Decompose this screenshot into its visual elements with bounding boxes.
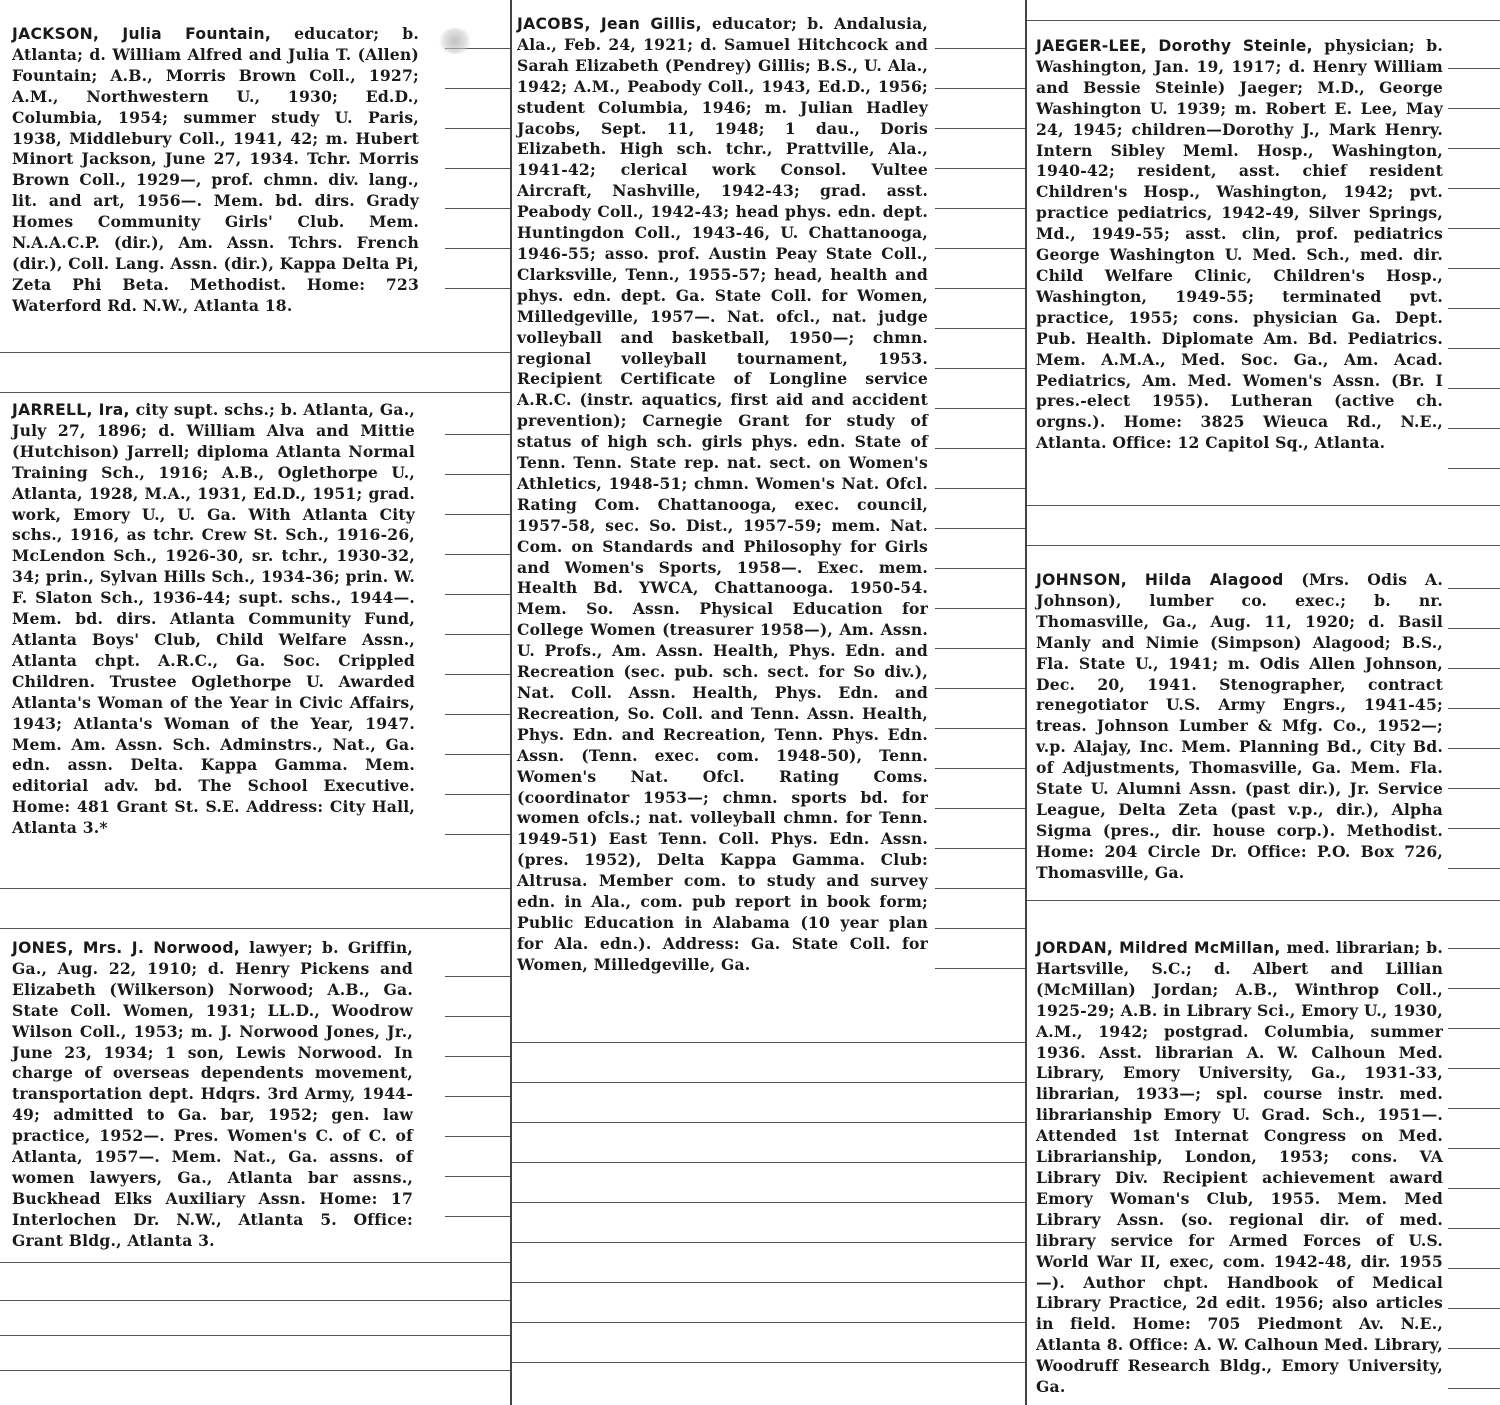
separator-line (0, 392, 510, 393)
separator-line (1027, 900, 1500, 901)
entry-name: JORDAN, Mildred McMillan, (1036, 939, 1281, 957)
entry-text: lawyer; b. Griffin, Ga., Aug. 22, 1910; d. Henry Pickens and Elizabeth (Wilkerson) Norwood; A.B., Ga. State Coll. Women, 1931; LL.D., Woodrow Wilson Coll., 1953; m. J. Norwood Jones, Jr., June 23, 1934; 1 son, Lewis Norwood. In charge of overseas dependents movement, transportation dept. Hdqrs. 3rd Army, 1944-49; admitted to Ga. bar, 1952; gen. law practice, 1952—. Pres. Women's C. of C. of Atlanta, 1957—. Mem. Nat., Ga. assns. of women lawyers, Ga., Atlanta bar assns., Buckhead Elks Auxiliary Assn. Home: 17 Interlochen Dr. N.W., Atlanta 5. Office: Grant Bldg., Atlanta 3. (12, 938, 413, 1250)
separator-line (0, 1300, 510, 1301)
separator-line (1027, 20, 1500, 21)
ink-smudge (438, 28, 472, 54)
entry-text: med. librarian; b. Hartsville, S.C.; d. Albert and Lillian (McMillan) Jordan; A.B., Winthrop Coll., 1925-29; A.B. in Library Sci., Emory U., 1930, A.M., 1942; postgrad. Columbia, summer 1936. Asst. librarian A. W. Calhoun Med. Library, Emory University, Ga., 1931-33, librarian, 1933—; spl. course instr. med. librarianship Emory U. Grad. Sch., 1951—. Attended 1st Internat Congress on Med. Librarianship, London, 1953; cons. VA Library Div. Recipient achievement award Emory Woman's Club, 1955. Mem. Med Library Assn. (so. regional dir. of med. library service for Armed Forces of U.S. World War II, exec, com. 1942-48, dir. 1955—). Author chpt. Handbook of Medical Library Practice, 2d edit. 1956; also articles in field. Home: 705 Piedmont Av. N.E., Atlanta 8. Office: A. W. Calhoun Med. Library, Woodruff Research Bldg., Emory University, Ga. (1036, 938, 1444, 1397)
entry-jacobs (517, 14, 928, 976)
entry-text: city supt. schs.; b. Atlanta, Ga., July 27, 1896; d. William Alva and Mittie (Hutchison) Jarrell; diploma Atlanta Normal Training Sch., 1916; A.B., Oglethorpe U., Atlanta, 1928, M.A., 1931, Ed.D., 1951; grad. work, Emory U., U. Ga. With Atlanta City schs., 1916, as tchr. Crew St. Sch., 1916-26, McLendon Sch., 1926-30, sr. tchr., 1930-32, 34; prin., Sylvan Hills Sch., 1934-36; prin. W. F. Slaton Sch., 1936-44; supt. schs., 1944—. Mem. bd. dirs. Atlanta Community Fund, Atlanta Boys' Club, Child Welfare Assn., Atlanta chpt. A.R.C., Ga. Soc. Crippled Children. Trustee Oglethorpe U. Awarded Atlanta's Woman of the Year in Civic Affairs, 1943; Atlanta's Woman of the Year, 1947. Mem. Am. Assn. Sch. Adminstrs., Nat., Ga. edn. assn. Delta. Kappa Gamma. Mem. editorial adv. bd. The School Executive. Home: 481 Grant St. S.E. Address: City Hall, Atlanta 3.* (12, 400, 415, 838)
entry-name: JOHNSON, Hilda Alagood (1036, 571, 1284, 589)
column-divider-left (510, 0, 512, 1405)
entry-johnson (1036, 570, 1443, 884)
entry-jackson (12, 24, 419, 317)
entry-name: JACKSON, Julia Fountain, (12, 25, 272, 43)
separator-line (512, 1082, 1025, 1083)
separator-line (512, 1242, 1025, 1243)
separator-line (512, 1282, 1025, 1283)
separator-line (0, 1262, 510, 1263)
separator-line (512, 1322, 1025, 1323)
separator-line (0, 928, 510, 929)
separator-line (1027, 505, 1500, 506)
separator-line (1027, 545, 1500, 546)
entry-text: educator; b. Atlanta; d. William Alfred and Julia T. (Allen) Fountain; A.B., Morris Brown Coll., 1927; A.M., Northwestern U., 1930; Ed.D., Columbia, 1954; summer study U. Paris, 1938, Middlebury Coll., 1941, 42; m. Hubert Minort Jackson, June 27, 1934. Tchr. Morris Brown Coll., 1929—, prof. chmn. div. lang., lit. and art, 1956—. Mem. bd. dirs. Grady Homes Community Girls' Club. Mem. N.A.A.C.P. (dir.), Am. Assn. Tchrs. French (dir.), Coll. Lang. Assn. (dir.), Kappa Delta Pi, Zeta Phi Beta. Methodist. Home: 723 Waterford Rd. N.W., Atlanta 18. (12, 24, 419, 315)
separator-line (0, 352, 510, 353)
entry-text: physician; b. Washington, Jan. 19, 1917; d. Henry William and Bessie Steinle) Jaeger; M.D., George Washington U. 1939; m. Robert E. Lee, May 24, 1945; children—Dorothy J., Mark Henry. Intern Sibley Meml. Hosp., Washington, 1940-42; resident, asst. chief resident Children's Hosp., Washington, 1942; pvt. practice pediatrics, 1942-49, Silver Springs, Md., 1949-55; asst. clin, prof. pediatrics George Washington U. Med. Sch., med. dir. Child Welfare Clinic, Children's Hosp., Washington, 1949-55; terminated pvt. practice, 1955; cons. physician Ga. Dept. Pub. Health. Diplomate Am. Bd. Pediatrics. Mem. A.M.A., Med. Soc. Ga., Am. Acad. Pediatrics, Am. Med. Women's Assn. (Br. I pres.-elect 1955). Lutheran (active ch. orgns.). Home: 3825 Wieuca Rd., N.E., Atlanta. Office: 12 Capitol Sq., Atlanta. (1036, 36, 1443, 453)
separator-line (512, 1042, 1025, 1043)
entry-name: JAEGER-LEE, Dorothy Steinle, (1036, 37, 1313, 55)
separator-line (512, 1202, 1025, 1203)
separator-line (0, 888, 510, 889)
entry-text: educator; b. Andalusia, Ala., Feb. 24, 1921; d. Samuel Hitchcock and Sarah Elizabeth (Pendrey) Gillis; B.S., U. Ala., 1942; A.M., Peabody Coll., 1943, Ed.D., 1956; student Columbia, 1946; m. Julian Hadley Jacobs, Sept. 11, 1948; 1 dau., Doris Elizabeth. High sch. tchr., Prattville, Ala., 1941-42; clerical work Consol. Vultee Aircraft, Nashville, 1942-43; grad. asst. Peabody Coll., 1942-43; head phys. edn. dept. Huntingdon Coll., 1943-46, U. Chattanooga, 1946-55; asso. prof. Austin Peay State Coll., Clarksville, Tenn., 1955-57; head, health and phys. edn. dept. Ga. State Coll. for Women, Milledgeville, 1957—. Nat. ofcl., nat. judge volleyball and basketball, 1950—; chmn. regional volleyball tournament, 1953. Recipient Certificate of Longline service A.R.C. (instr. aquatics, first aid and accident prevention); Carnegie Grant for study of status of high sch. girls phys. edn. State of Tenn. Tenn. State rep. nat. sect. on Women's Athletics, 1948-51; chmn. Women's Nat. Ofcl. Rating Com. Chattanooga, exec. council, 1957-58, sec. So. Dist., 1957-59; mem. Nat. Com. on Standards and Philosophy for Girls and Women's Sports, 1958—. Exec. mem. Health Bd. YWCA, Chattanooga. 1950-54. Mem. So. Assn. Physical Education for College Women (treasurer 1958—), Am. Assn. U. Profs., Am. Assn. Health, Phys. Edn. and Recreation (sec. pub. sch. sect. for So div.), Nat. Coll. Assn. Health, Phys. Edn. and Recreation, So. Coll. and Tenn. Assn. Health, Phys. Edn. and Recreation, Tenn. Phys. Edn. Assn. (Tenn. exec. com. 1948-50), Tenn. Women's Nat. Ofcl. Rating Coms. (coordinator 1953—; chmn. sports bd. for women ofcls.; nat. volleyball chmn. for Tenn. 1949-51) East Tenn. Coll. Phys. Edn. Assn. (pres. 1952), Delta Kappa Gamma. Club: Altrusa. Member com. to study and survey edn. in Ala., com. pub report in book form; Public Education in Alabama (10 year plan for Ala. edn.). Address: Ga. State Coll. for Women, Milledgeville, Ga. (517, 14, 929, 974)
separator-line (512, 1362, 1025, 1363)
entry-jones (12, 938, 413, 1252)
entry-jaeger-lee (1036, 36, 1443, 454)
entry-name: JARRELL, Ira, (12, 401, 130, 419)
entry-name: JONES, Mrs. J. Norwood, (12, 939, 241, 957)
separator-line (512, 1162, 1025, 1163)
separator-line (0, 1370, 510, 1371)
separator-line (0, 1335, 510, 1336)
entry-jarrell (12, 400, 415, 839)
separator-line (512, 1122, 1025, 1123)
entry-name: JACOBS, Jean Gillis, (517, 15, 702, 33)
column-divider-right (1025, 0, 1027, 1405)
entry-jordan (1036, 938, 1443, 1398)
entry-text: (Mrs. Odis A. Johnson), lumber co. exec.; b. nr. Thomasville, Ga., Aug. 11, 1920; d. Basil Manly and Nimie (Simpson) Alagood; B.S., Fla. State U., 1941; m. Odis Allen Johnson, Dec. 20, 1941. Stenographer, contract renegotiator U.S. Army Engrs., 1941-45; treas. Johnson Lumber & Mfg. Co., 1952—; v.p. Alajay, Inc. Mem. Planning Bd., City Bd. of Adjustments, Thomasville, Ga. Mem. Fla. State U. Alumni Assn. (past dir.), Jr. Service League, Delta Zeta (past v.p., dir.), Alpha Sigma (pres., dir. house corp.). Methodist. Home: 204 Circle Dr. Office: P.O. Box 726, Thomasville, Ga. (1036, 570, 1443, 882)
